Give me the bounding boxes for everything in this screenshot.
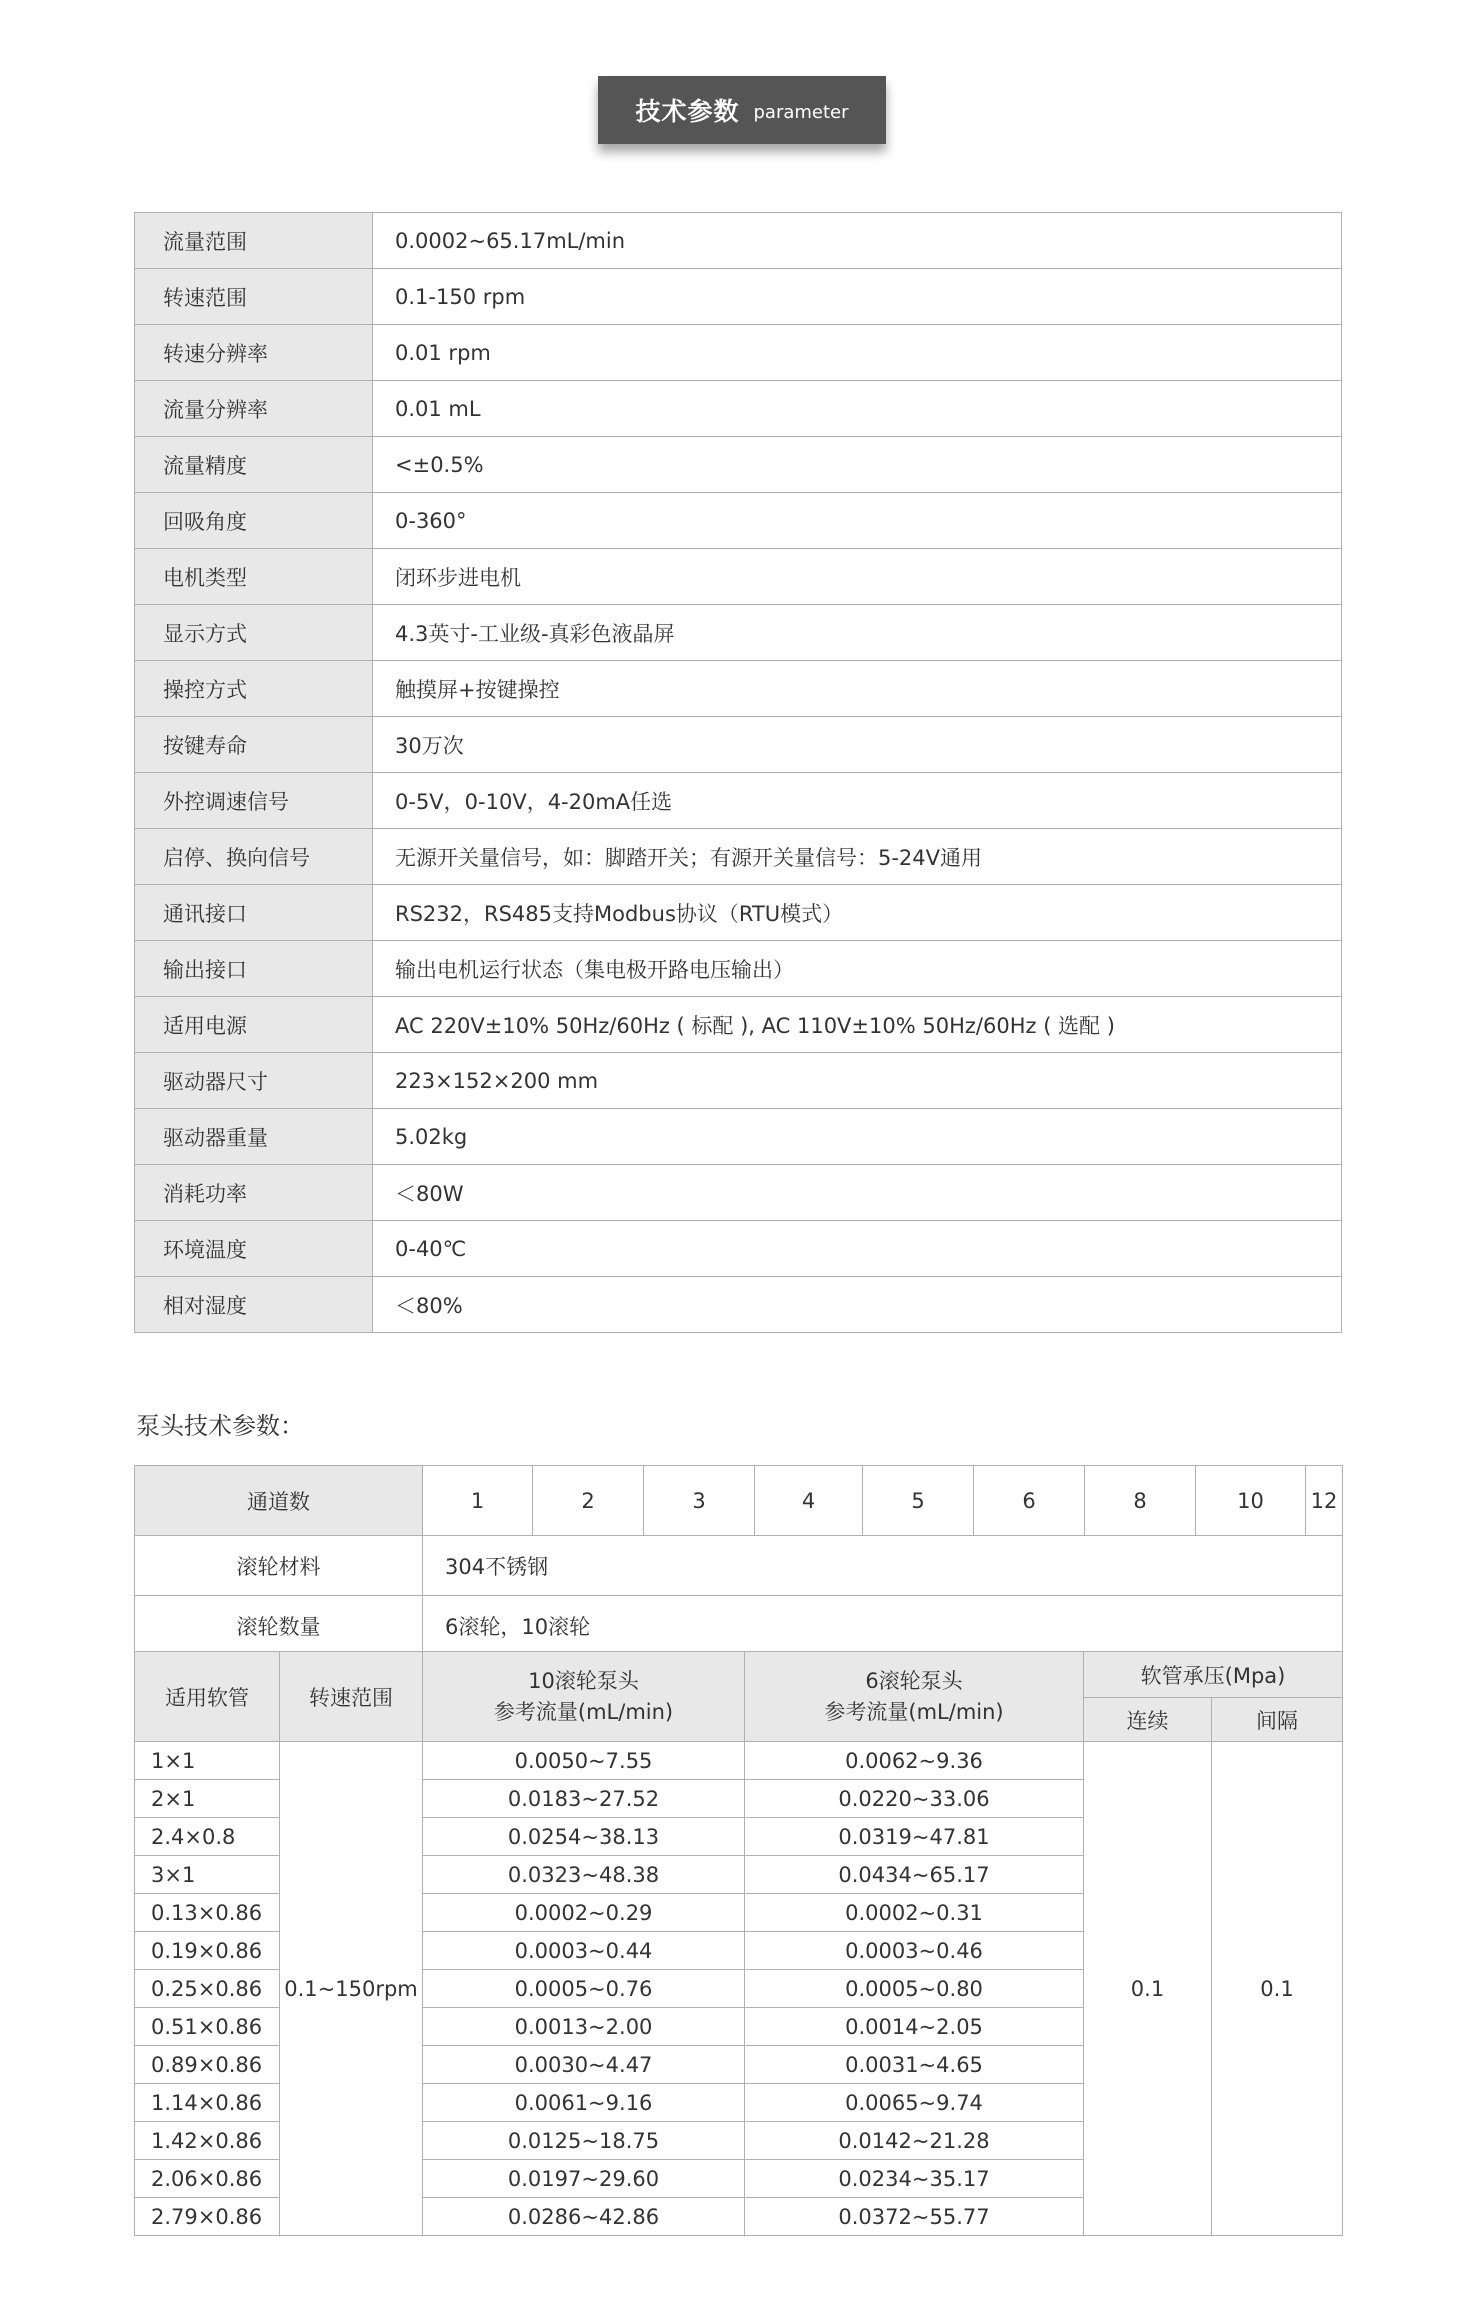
flow-6roller: 0.0014~2.05	[745, 2008, 1084, 2046]
flow-10roller: 0.0050~7.55	[423, 1742, 745, 1780]
parameter-row	[135, 269, 1342, 325]
pump-head-table	[134, 1465, 1343, 1656]
parameter-value: ＜80%	[373, 1277, 1342, 1333]
tube-size: 1×1	[135, 1742, 280, 1780]
flow-10roller: 0.0005~0.76	[423, 1970, 745, 2008]
pressure-continuous-value: 0.1	[1084, 1742, 1212, 2236]
col-speed-header: 转速范围	[280, 1652, 423, 1742]
section-title-badge	[598, 76, 886, 144]
roller-count-value: 6滚轮，10滚轮	[423, 1596, 1343, 1656]
channel-cell: 12	[1306, 1466, 1343, 1536]
tube-size: 0.13×0.86	[135, 1894, 280, 1932]
parameter-label: 相对湿度	[135, 1277, 373, 1333]
parameter-label: 按键寿命	[135, 717, 373, 773]
tube-size: 0.89×0.86	[135, 2046, 280, 2084]
flow-10roller: 0.0125~18.75	[423, 2122, 745, 2160]
tube-size: 0.19×0.86	[135, 1932, 280, 1970]
parameter-table	[134, 212, 1342, 1333]
flow-6roller: 0.0434~65.17	[745, 1856, 1084, 1894]
flow-6roller: 0.0062~9.36	[745, 1742, 1084, 1780]
channel-cell: 4	[755, 1466, 863, 1536]
tube-size: 0.25×0.86	[135, 1970, 280, 2008]
tube-size: 3×1	[135, 1856, 280, 1894]
roller-count-label: 滚轮数量	[135, 1596, 423, 1656]
parameter-label: 环境温度	[135, 1221, 373, 1277]
col-pressure-header: 软管承压(Mpa)	[1084, 1652, 1343, 1698]
channel-cell: 3	[644, 1466, 755, 1536]
flow-6roller: 0.0002~0.31	[745, 1894, 1084, 1932]
pump-head-table-body	[135, 1466, 1343, 1656]
parameter-value: 5.02kg	[373, 1109, 1342, 1165]
channel-cell: 5	[863, 1466, 974, 1536]
col-6roller-line2: 参考流量(mL/min)	[824, 1699, 1004, 1724]
parameter-label: 输出接口	[135, 941, 373, 997]
parameter-row	[135, 381, 1342, 437]
parameter-row	[135, 1109, 1342, 1165]
flow-table-body	[135, 1652, 1343, 2236]
parameter-table-body	[135, 213, 1342, 1333]
parameter-row	[135, 213, 1342, 269]
parameter-row	[135, 941, 1342, 997]
tube-size: 2.4×0.8	[135, 1818, 280, 1856]
parameter-value: AC 220V±10% 50Hz/60Hz ( 标配 ), AC 110V±10% 50Hz/60Hz ( 选配 )	[373, 997, 1342, 1053]
parameter-value: 0-5V，0-10V，4-20mA任选	[373, 773, 1342, 829]
flow-6roller: 0.0220~33.06	[745, 1780, 1084, 1818]
col-tube-header: 适用软管	[135, 1652, 280, 1742]
parameter-label: 适用电源	[135, 997, 373, 1053]
col-10roller-line1: 10滚轮泵头	[528, 1668, 639, 1693]
flow-10roller: 0.0286~42.86	[423, 2198, 745, 2236]
section-title: 技术参数	[635, 97, 740, 126]
tube-size: 2.79×0.86	[135, 2198, 280, 2236]
parameter-label: 流量范围	[135, 213, 373, 269]
parameter-row	[135, 773, 1342, 829]
parameter-label: 显示方式	[135, 605, 373, 661]
parameter-value: 4.3英寸-工业级-真彩色液晶屏	[373, 605, 1342, 661]
channel-cell: 1	[423, 1466, 533, 1536]
parameter-label: 操控方式	[135, 661, 373, 717]
parameter-label: 电机类型	[135, 549, 373, 605]
parameter-value: <±0.5%	[373, 437, 1342, 493]
flow-6roller: 0.0065~9.74	[745, 2084, 1084, 2122]
parameter-value: 0-360°	[373, 493, 1342, 549]
parameter-value: 0.01 rpm	[373, 325, 1342, 381]
parameter-value: 闭环步进电机	[373, 549, 1342, 605]
parameter-value: ＜80W	[373, 1165, 1342, 1221]
col-6roller-line1: 6滚轮泵头	[865, 1668, 963, 1693]
parameter-value: 0.1-150 rpm	[373, 269, 1342, 325]
flow-10roller: 0.0013~2.00	[423, 2008, 745, 2046]
parameter-value: 无源开关量信号，如：脚踏开关；有源开关量信号：5-24V通用	[373, 829, 1342, 885]
parameter-label: 转速范围	[135, 269, 373, 325]
parameter-value: 触摸屏+按键操控	[373, 661, 1342, 717]
flow-6roller: 0.0142~21.28	[745, 2122, 1084, 2160]
parameter-label: 驱动器重量	[135, 1109, 373, 1165]
parameter-value: 223×152×200 mm	[373, 1053, 1342, 1109]
flow-10roller: 0.0197~29.60	[423, 2160, 745, 2198]
parameter-row	[135, 661, 1342, 717]
parameter-value: 30万次	[373, 717, 1342, 773]
flow-10roller: 0.0030~4.47	[423, 2046, 745, 2084]
roller-material-value: 304不锈钢	[423, 1536, 1343, 1596]
col-10roller-header	[423, 1652, 745, 1742]
channel-cell: 6	[974, 1466, 1085, 1536]
col-10roller-line2: 参考流量(mL/min)	[493, 1699, 674, 1724]
parameter-value: 0-40℃	[373, 1221, 1342, 1277]
parameter-row	[135, 997, 1342, 1053]
flow-6roller: 0.0319~47.81	[745, 1818, 1084, 1856]
col-6roller-header	[745, 1652, 1084, 1742]
parameter-row	[135, 1221, 1342, 1277]
parameter-label: 回吸角度	[135, 493, 373, 549]
parameter-value: 输出电机运行状态（集电极开路电压输出）	[373, 941, 1342, 997]
roller-material-row	[135, 1536, 1343, 1596]
channels-label: 通道数	[135, 1466, 423, 1536]
parameter-label: 消耗功率	[135, 1165, 373, 1221]
tube-size: 2×1	[135, 1780, 280, 1818]
flow-6roller: 0.0234~35.17	[745, 2160, 1084, 2198]
flow-10roller: 0.0002~0.29	[423, 1894, 745, 1932]
flow-header-row	[135, 1652, 1343, 1698]
col-interval-header: 间隔	[1212, 1698, 1343, 1742]
parameter-row	[135, 717, 1342, 773]
parameter-row	[135, 885, 1342, 941]
parameter-label: 通讯接口	[135, 885, 373, 941]
flow-6roller: 0.0005~0.80	[745, 1970, 1084, 2008]
parameter-row	[135, 1165, 1342, 1221]
flow-table	[134, 1651, 1343, 2236]
pressure-interval-value: 0.1	[1212, 1742, 1343, 2236]
speed-range-value: 0.1~150rpm	[280, 1742, 423, 2236]
tube-size: 1.42×0.86	[135, 2122, 280, 2160]
flow-10roller: 0.0323~48.38	[423, 1856, 745, 1894]
flow-6roller: 0.0031~4.65	[745, 2046, 1084, 2084]
flow-10roller: 0.0254~38.13	[423, 1818, 745, 1856]
parameter-row	[135, 829, 1342, 885]
parameter-label: 流量精度	[135, 437, 373, 493]
parameter-value: 0.01 mL	[373, 381, 1342, 437]
col-continuous-header: 连续	[1084, 1698, 1212, 1742]
section-title-en: parameter	[753, 101, 849, 123]
parameter-row	[135, 325, 1342, 381]
tube-size: 2.06×0.86	[135, 2160, 280, 2198]
flow-10roller: 0.0061~9.16	[423, 2084, 745, 2122]
roller-material-label: 滚轮材料	[135, 1536, 423, 1596]
parameter-row	[135, 437, 1342, 493]
parameter-row	[135, 493, 1342, 549]
parameter-row	[135, 1053, 1342, 1109]
parameter-value: 0.0002~65.17mL/min	[373, 213, 1342, 269]
flow-6roller: 0.0372~55.77	[745, 2198, 1084, 2236]
parameter-label: 转速分辨率	[135, 325, 373, 381]
parameter-value: RS232，RS485支持Modbus协议（RTU模式）	[373, 885, 1342, 941]
roller-count-row	[135, 1596, 1343, 1656]
channels-row	[135, 1466, 1343, 1536]
flow-10roller: 0.0003~0.44	[423, 1932, 745, 1970]
flow-10roller: 0.0183~27.52	[423, 1780, 745, 1818]
flow-row	[135, 1742, 1343, 1780]
pump-head-subtitle: 泵头技术参数：	[136, 1412, 304, 1440]
parameter-label: 流量分辨率	[135, 381, 373, 437]
parameter-label: 驱动器尺寸	[135, 1053, 373, 1109]
channel-cell: 2	[533, 1466, 644, 1536]
channel-cell: 8	[1085, 1466, 1196, 1536]
flow-6roller: 0.0003~0.46	[745, 1932, 1084, 1970]
parameter-label: 外控调速信号	[135, 773, 373, 829]
parameter-row	[135, 1277, 1342, 1333]
parameter-row	[135, 605, 1342, 661]
parameter-label: 启停、换向信号	[135, 829, 373, 885]
tube-size: 1.14×0.86	[135, 2084, 280, 2122]
parameter-row	[135, 549, 1342, 605]
tube-size: 0.51×0.86	[135, 2008, 280, 2046]
channel-cell: 10	[1196, 1466, 1306, 1536]
